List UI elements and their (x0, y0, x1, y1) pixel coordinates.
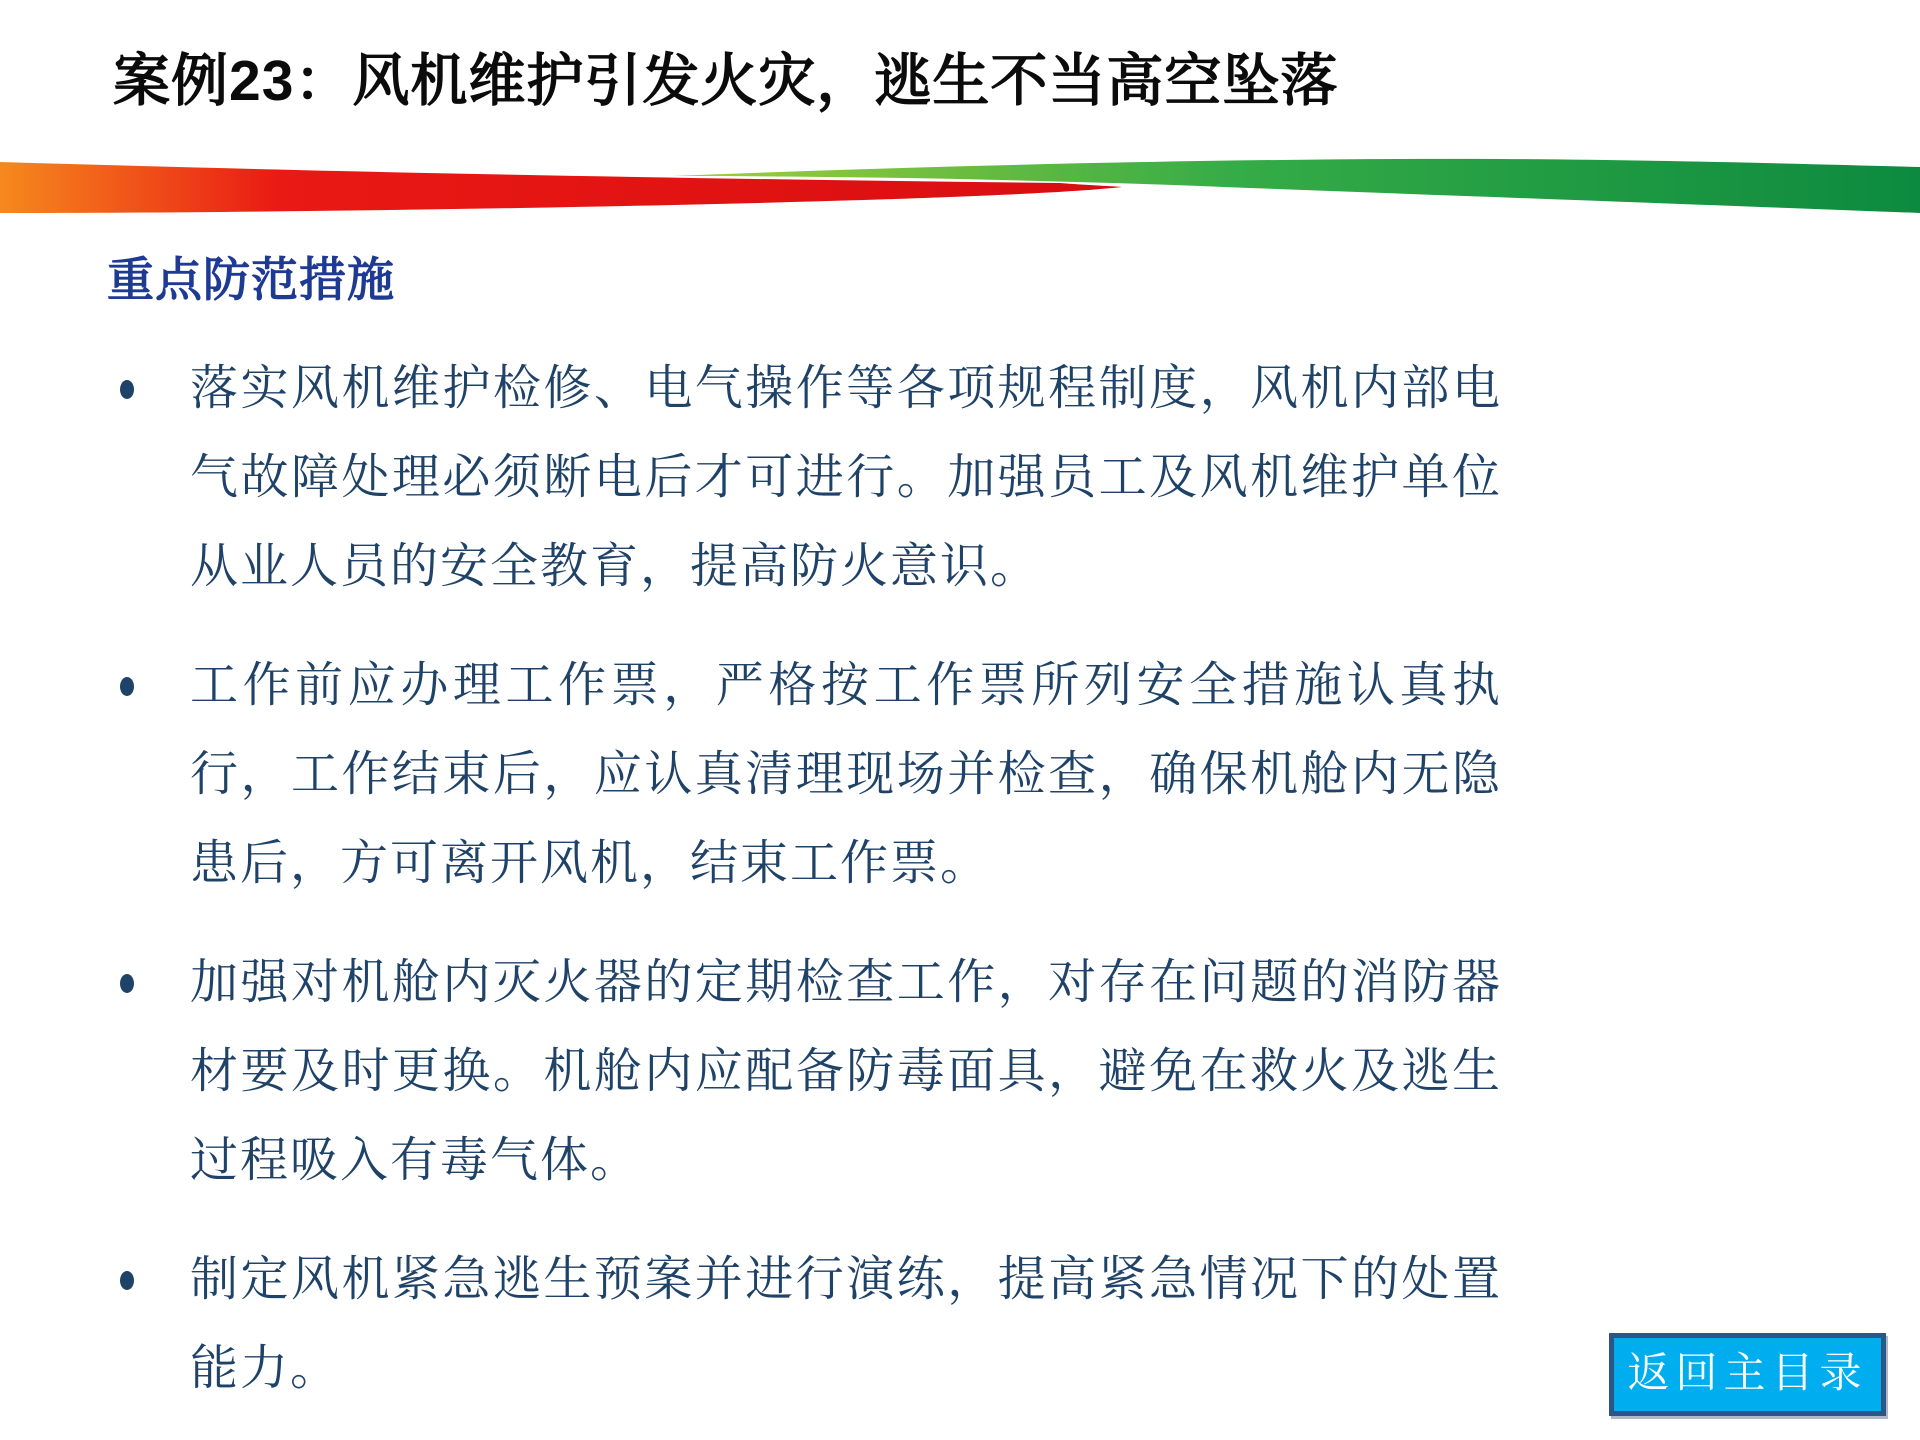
back-to-main-menu-button[interactable]: 返回主目录 (1609, 1333, 1886, 1416)
bullet-dot-icon (120, 974, 134, 993)
bullet-item-3 (110, 938, 1502, 1205)
bullet-dot-icon (120, 380, 134, 399)
section-heading: 重点防范措施 (107, 253, 395, 306)
bullet-text-2: 工作前应办理工作票，严格按工作票所列安全措施认真执行，工作结束后，应认真清理现场并检查，确保机舱内无隐患后，方可离开风机，结束工作票。 (190, 659, 1502, 890)
bullet-item-4 (110, 1235, 1502, 1413)
bullet-item-1 (110, 344, 1502, 611)
slide-title: 案例23：风机维护引发火灾，逃生不当高空坠落 (113, 49, 1339, 113)
wave-ribbon-graphic (0, 0, 1920, 240)
bullet-dot-icon (120, 677, 134, 696)
bullet-text-4: 制定风机紧急逃生预案并进行演练，提高紧急情况下的处置能力。 (190, 1253, 1502, 1395)
bullet-text-1: 落实风机维护检修、电气操作等各项规程制度，风机内部电气故障处理必须断电后才可进行。加强员工及风机维护单位从业人员的安全教育，提高防火意识。 (190, 362, 1502, 593)
bullet-dot-icon (120, 1271, 134, 1290)
bullet-item-2 (110, 641, 1502, 908)
bullet-list (110, 344, 1502, 1413)
bullet-text-3: 加强对机舱内灭火器的定期检查工作，对存在问题的消防器材要及时更换。机舱内应配备防毒面具，避免在救火及逃生过程吸入有毒气体。 (190, 956, 1502, 1187)
